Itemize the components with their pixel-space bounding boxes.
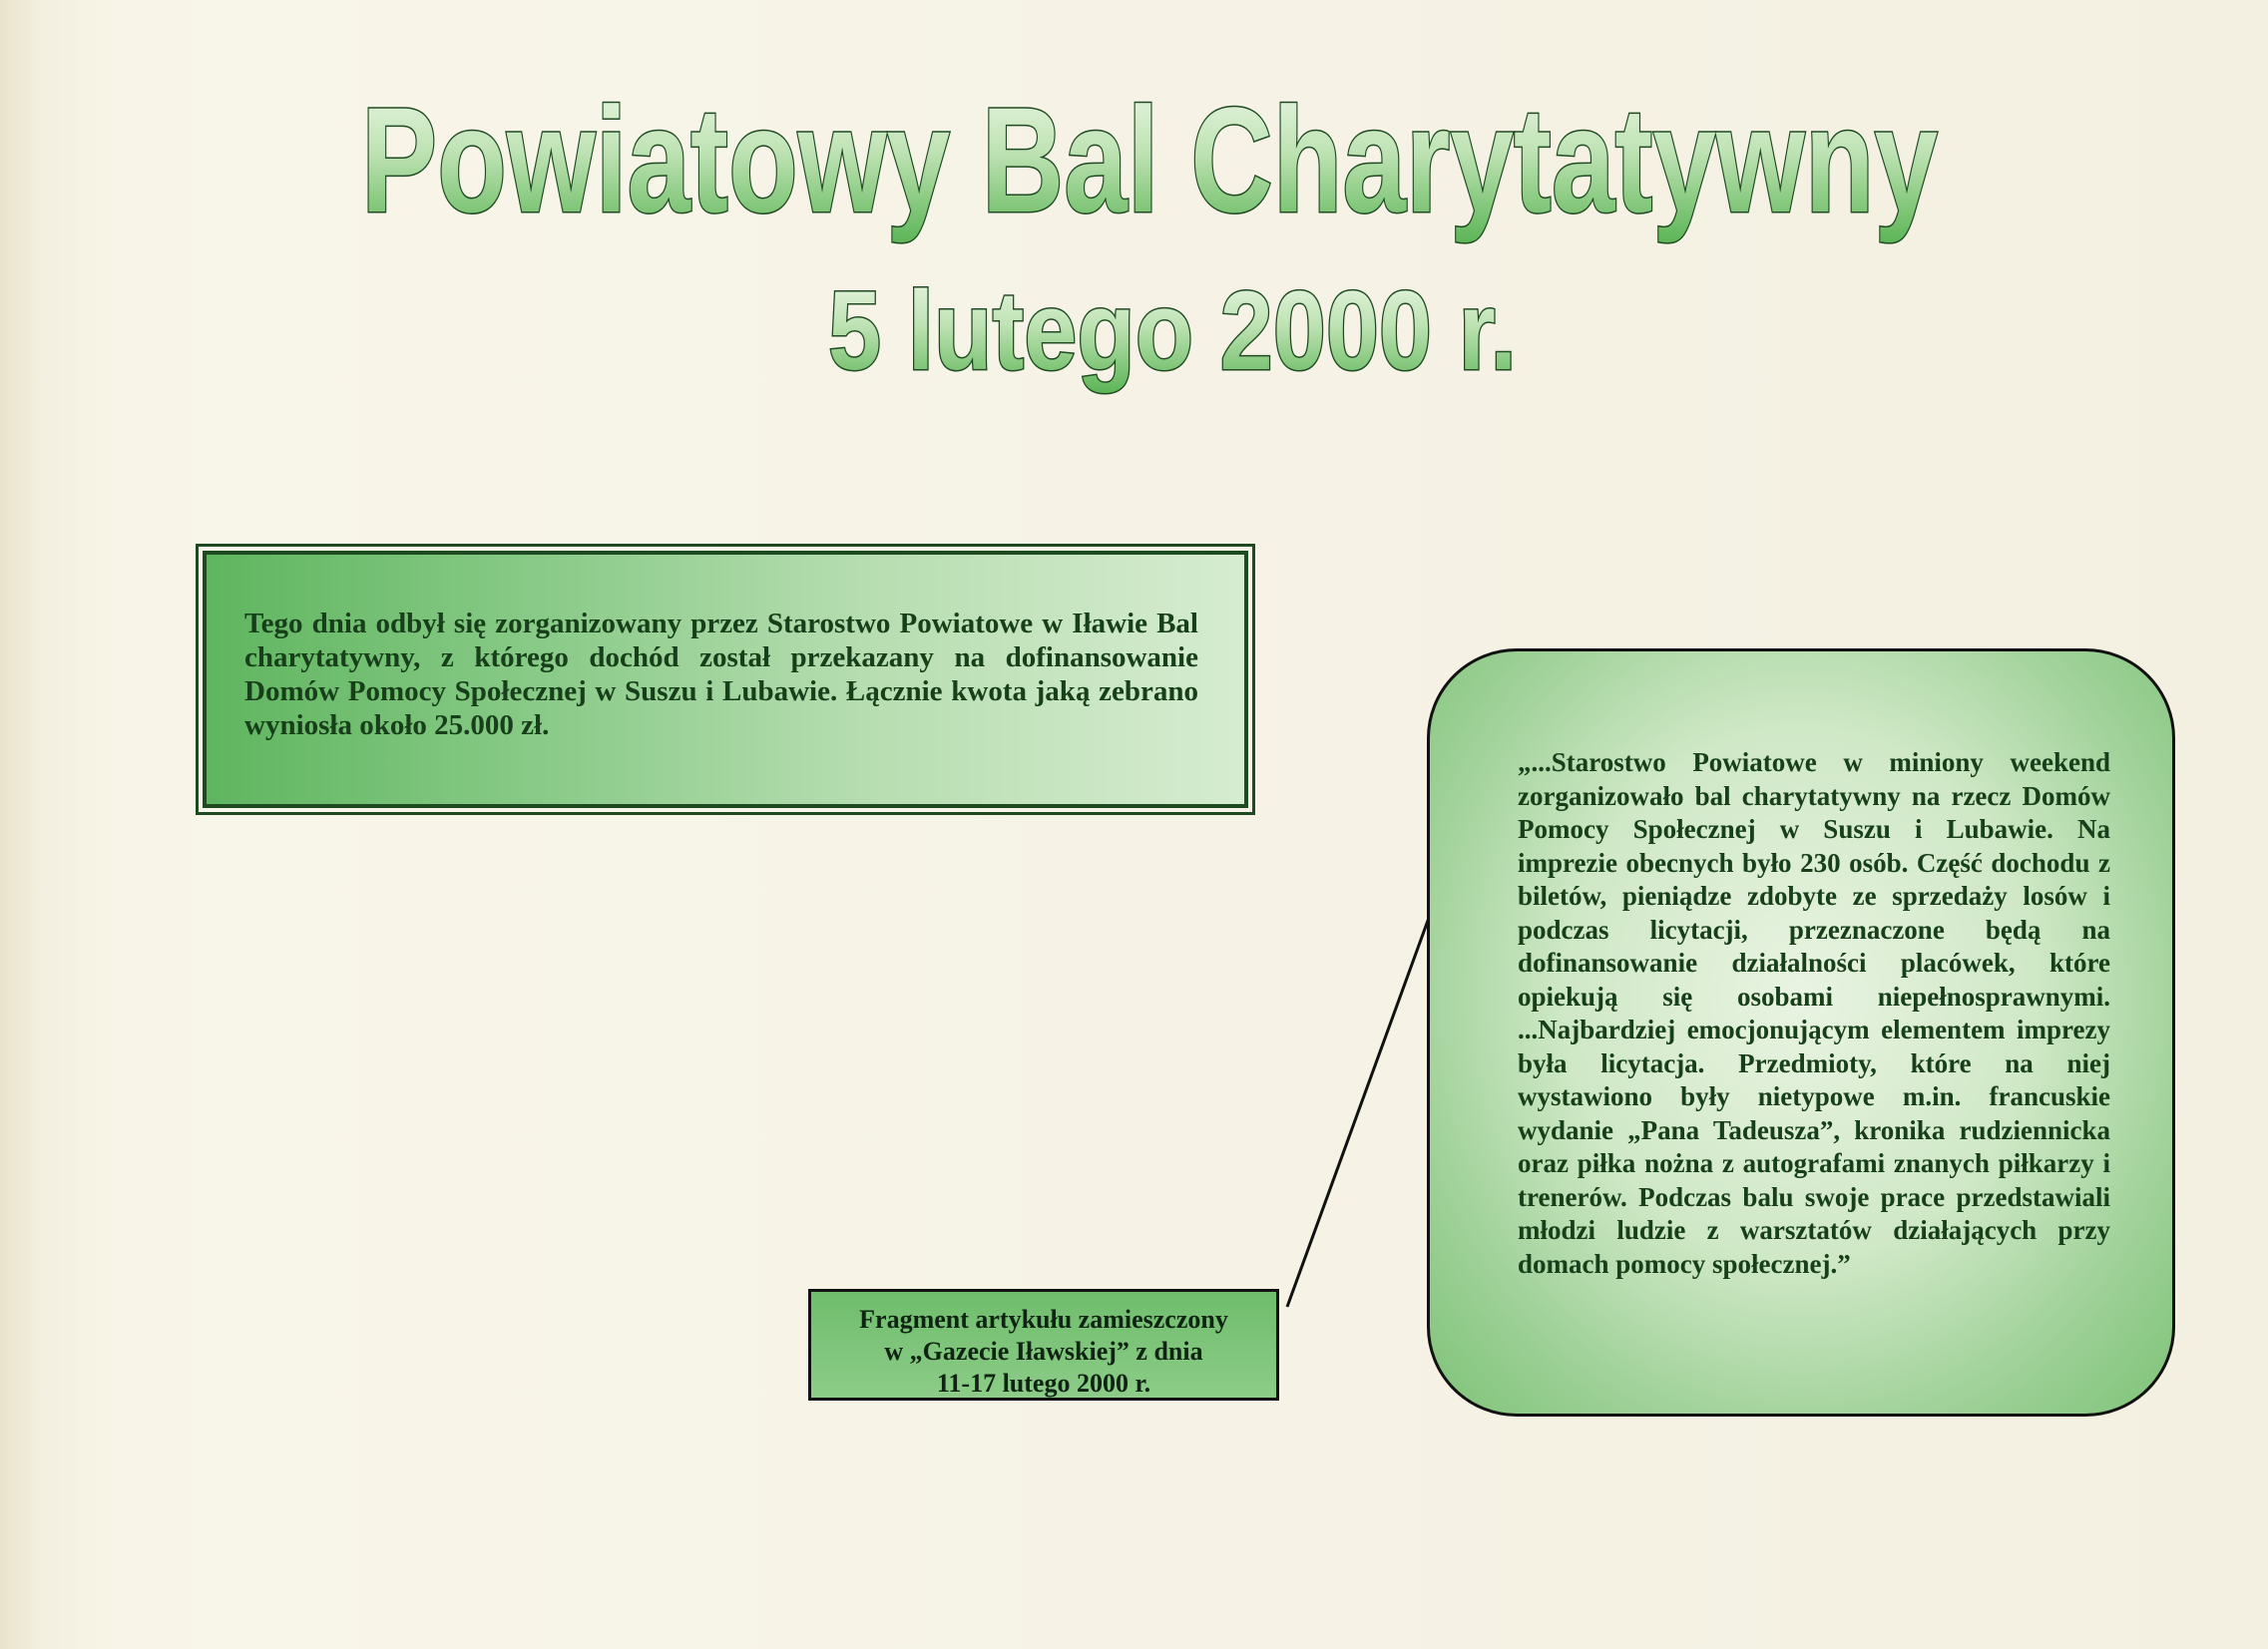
summary-box <box>203 551 1248 808</box>
caption-line-1: Fragment artykułu zamieszczony <box>859 1305 1228 1334</box>
article-quote-text: „...Starostwo Powiatowe w miniony weekend zorganizowało bal charytatywny na rzecz Domów Pomocy Społecznej w Suszu i Lubawie. Na imprezie obecnych było 230 osób. Część dochodu z biletów, pieniądze zdobyte ze sprzedaży losów i podczas licytacji, przeznaczone będą na dofinansowanie działalności placówek, które opiekują się osobami niepełnosprawnymi. ...Najbardziej emocjonującym elementem imprezy była licytacja. Przedmioty, które na niej wystawiono były nietypowe m.in. francuskie wydanie „Pana Tadeusza”, kronika rudziennicka oraz piłka nożna z autografami znanych piłkarzy i trenerów. Podczas balu swoje prace przedstawiali młodzi ludzie z warsztatów działających przy domach pomocy społecznej.” <box>1518 747 2110 1279</box>
summary-text: Tego dnia odbył się zorganizowany przez Starostwo Powiatowe w Iławie Bal charytatywny, z którego dochód został przekazany na dofinansowanie Domów Pomocy Społecznej w Suszu i Lubawie. Łącznie kwota jaką zebrano wyniosła około 25.000 zł. <box>244 608 1198 741</box>
source-caption-box <box>808 1289 1279 1401</box>
caption-line-3: 11-17 lutego 2000 r. <box>936 1369 1151 1398</box>
title-block <box>0 0 2268 429</box>
callout-pointer-line <box>1287 918 1429 1307</box>
caption-line-2: w „Gazecie Iławskiej” z dnia <box>884 1337 1203 1366</box>
article-quote-box <box>1427 648 2175 1417</box>
event-date: 5 lutego 2000 r. <box>828 268 1517 393</box>
page-title: Powiatowy Bal Charytatywny <box>361 76 1938 243</box>
